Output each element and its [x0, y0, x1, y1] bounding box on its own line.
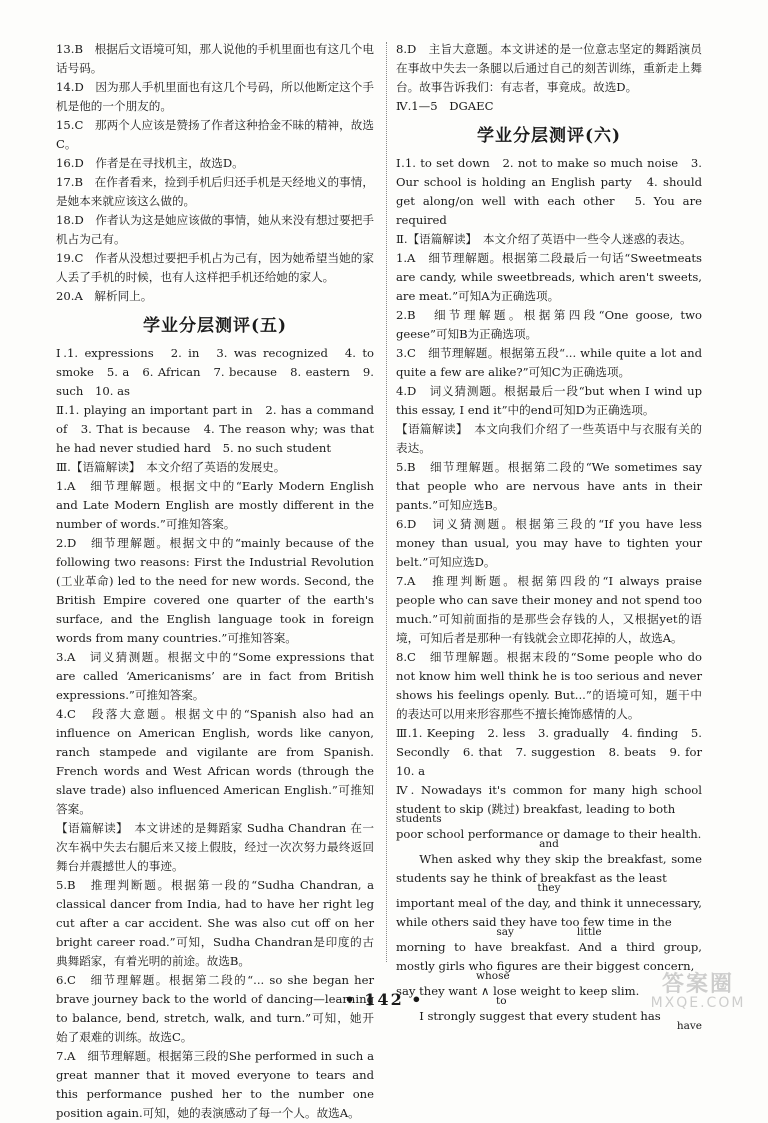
- answer-18: 18.D 作者认为这是她应该做的事情，她从来没有想过要把手机占为己有。: [56, 213, 374, 246]
- answer-20: 20.A 解析同上。: [56, 289, 153, 303]
- section-6-answer-6: 6.D 词义猜测题。根据第三段的“If you have less money than usual, you may have to tighten your belt.”可知应选D。: [396, 517, 702, 569]
- correction-fix-7: have: [676, 1020, 702, 1032]
- column-divider: [386, 42, 387, 962]
- section-5-answer-3: 3.A 词义猜测题。根据文中的“Some expressions that are called ‘Americanisms’ are in fact from British expressions.”可推知答案。: [56, 650, 374, 702]
- correction-fix-1: students: [396, 813, 442, 825]
- section-6-answer-3: 3.C 细节理解题。根据第五段“... while quite a lot and quite a few are alike?”可知C为正确选项。: [396, 346, 702, 379]
- correction-fix-2: and: [539, 838, 559, 850]
- answer-13: 13.B 根据后文语境可知，那人说他的手机里面也有这几个电话号码。: [56, 42, 374, 75]
- watermark-text-url: MXQE.COM: [650, 995, 746, 1011]
- section-5-reading-intro: Ⅲ.【语篇解读】 本文介绍了英语的发展史。: [56, 460, 286, 474]
- section-6-reading-intro-2: 【语篇解读】 本文向我们介绍了一些英语中与衣服有关的表达。: [396, 422, 702, 455]
- section-title-6: 学业分层测评(六): [476, 126, 622, 146]
- section-6-answer-7: 7.A 推理判断题。根据第四段的“I always praise people who can save their money and not spend too much.”可知前面指的是那些会存钱的人，又根据yet的语境，可知后者是那种一有钱就会立即花掉的人，故选A。: [396, 574, 702, 645]
- section-6-answer-2: 2.B 细节理解题。根据第四段“One goose, two geese”可知B为正确选项。: [396, 308, 702, 341]
- correction-fix-4: say little: [496, 926, 602, 938]
- section-5-answer-2: 2.D 细节理解题。根据文中的“mainly because of the following two reasons: First the Industrial Revolution (工业革命) led to the need for new words. Second, the British Empire covered one quarter of the earth's surface, and the English language took in foreign words from many countries.”可推知答案。: [56, 536, 374, 645]
- section-5-answer-1: 1.A 细节理解题。根据文中的“Early Modern English and Late Modern English are mostly different in the number of words.”可推知答案。: [56, 479, 374, 531]
- correction-line-7: I strongly suggest that every student has: [419, 1009, 661, 1023]
- section-5-answer-5: 5.B 推理判断题。根据第一段的“Sudha Chandran, a classical dancer from India, had to have her right leg cut after a car accident. She was also cut off on her bright career road.”可知，Sudha Chandran是印度的古典舞蹈家，有着光明的前途。故选B。: [56, 878, 374, 968]
- section-title-5: 学业分层测评(五): [142, 316, 288, 336]
- correction-line-6: say they want ∧ lose weight to keep slim.: [396, 984, 640, 998]
- correction-line-1: Nowadays it's common for many high school student to skip (跳过) breakfast, leading to both: [396, 783, 702, 816]
- section-5-part-i: Ⅰ.1. expressions 2. in 3. was recognized 4. to smoke 5. a 6. African 7. because 8. eastern 9. such 10. as: [56, 346, 374, 398]
- section-6-answer-5: 5.B 细节理解题。根据第二段的“We sometimes say that people who are nervous have ants in their pants.”可知应选B。: [396, 460, 702, 512]
- correction-line-2: poor school performance or damage to their health.: [396, 827, 702, 841]
- answer-8: 8.D 主旨大意题。本文讲述的是一位意志坚定的舞蹈演员在事故中失去一条腿以后通过自己的刻苦训练，重新走上舞台。故事告诉我们：有志者，事竟成。故选D。: [396, 42, 702, 94]
- section-6-part-i: Ⅰ.1. to set down 2. not to make so much noise 3. Our school is holding an English party 4. should get along/on well with each other 5. You are required: [396, 156, 702, 227]
- correction-line-5: morning to have breakfast. And a third group, mostly girls who figures are their biggest concern,: [396, 940, 702, 973]
- left-column: [56, 40, 374, 1123]
- watermark-logo: [638, 972, 758, 1016]
- section-6-answer-1: 1.A 细节理解题。根据第二段最后一句话“Sweetmeats are candy, while sweetbreads, which aren't sweets, are meat.”可知A为正确选项。: [396, 251, 702, 303]
- answer-19: 19.C 作者从没想过要把手机占为己有，因为她希望当她的家人丢了手机的时候，也有人这样把手机还给她的家人。: [56, 251, 374, 284]
- section-6-part-iii: Ⅲ.1. Keeping 2. less 3. gradually 4. finding 5. Secondly 6. that 7. suggestion 8. beats 9. for 10. a: [396, 726, 714, 778]
- correction-para-1: [396, 781, 702, 819]
- correction-line-3: When asked why they skip the breakfast, some students say he think of breakfast as the least: [396, 852, 702, 885]
- correction-fix-6: to: [496, 995, 507, 1007]
- answer-16: 16.D 作者是在寻找机主，故选D。: [56, 156, 244, 170]
- section-6-reading-intro: Ⅱ.【语篇解读】 本文介绍了英语中一些令人迷惑的表达。: [396, 232, 692, 246]
- section-5-answer-4: 4.C 段落大意题。根据文中的“Spanish also had an influence on American English, words like canyon, ranch stampede and vigilante are from Spanish. French words and West African words (through the slave trade) also influenced American English.”可推知答案。: [56, 707, 374, 816]
- correction-label: Ⅳ.: [396, 783, 415, 797]
- part-iv-answers: Ⅳ.1—5 DGAEC: [396, 99, 494, 113]
- answer-17: 17.B 在作者看来，捡到手机后归还手机是天经地义的事情，是她本来就应该这么做的。: [56, 175, 374, 208]
- correction-fix-5: whose: [476, 970, 510, 982]
- page-number: • 142 •: [344, 990, 424, 1009]
- correction-line-4: important meal of the day, and think it unnecessary, while others said they have too few time in the: [396, 896, 702, 929]
- watermark-text-main: 答案圈: [661, 972, 734, 997]
- section-5-part-ii: Ⅱ.1. playing an important part in 2. has a command of 3. That is because 4. The reason why; was that he had never studied hard 5. no such student: [56, 403, 374, 455]
- section-6-answer-4: 4.D 词义猜测题。根据最后一段“but when I wind up this essay, I end it”中的end可知D为正确选项。: [396, 384, 702, 417]
- answer-15: 15.C 那两个人应该是赞扬了作者这种拾金不昧的精神，故选C。: [56, 118, 374, 151]
- answer-14: 14.D 因为那人手机里面也有这几个号码，所以他断定这个手机是他的一个朋友的。: [56, 80, 374, 113]
- section-5-answer-7: 7.A 细节理解题。根据第三段的She performed in such a great manner that it moved everyone to tears and this performance pushed her to the number one position again.可知，她的表演感动了每一个人。故选A。: [56, 1049, 374, 1120]
- section-5-answer-6: 6.C 细节理解题。根据第二段的“... so she began her brave journey back to the world of dancing—learning to balance, bend, stretch, walk, and turn.”可知，她开始了艰难的训练。故选C。: [56, 973, 374, 1044]
- right-column: [396, 40, 714, 1032]
- section-5-reading-intro-2: 【语篇解读】 本文讲述的是舞蹈家 Sudha Chandran 在一次车祸中失去右腿后来又接上假肢，经过一次次努力最终返回舞台并震撼世人的事迹。: [56, 821, 374, 873]
- section-6-answer-8: 8.C 细节理解题。根据末段的“Some people who do not know him well think he is too serious and never shows his feelings openly. But...”的语境可知，题干中的表达可以用来形容那些不擅长掩饰感情的人。: [396, 650, 702, 721]
- correction-fix-3: they: [537, 882, 561, 894]
